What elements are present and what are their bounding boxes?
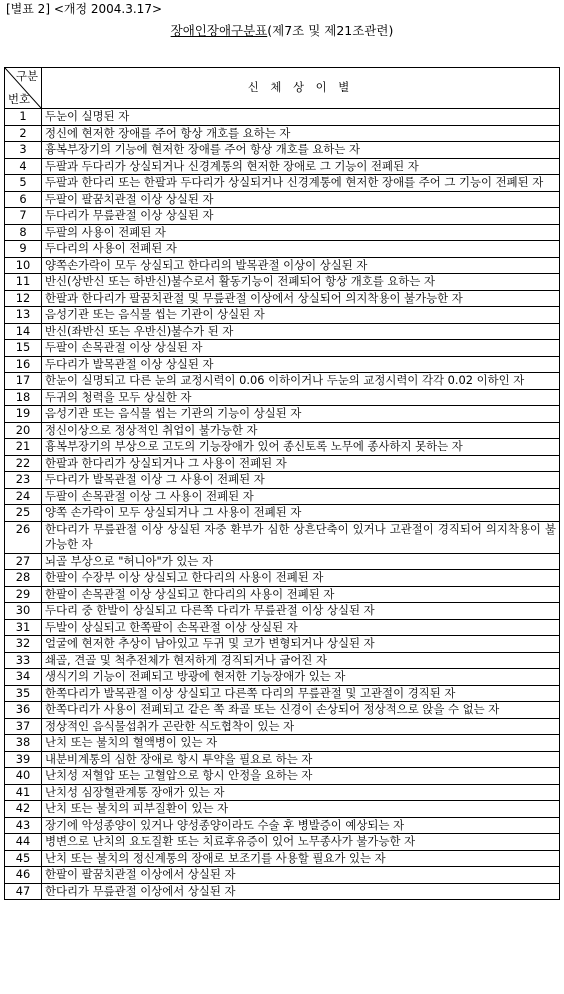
table-row: [5, 422, 560, 439]
row-description: 한쪽다리가 사용이 전폐되고 같은 쪽 좌골 또는 신경이 손상되어 정상적으로 앉을 수 없는 자: [42, 702, 560, 719]
row-description: 쇄골, 견골 및 척추전체가 현저하게 경직되거나 굽어진 자: [42, 652, 560, 669]
table-row: [5, 208, 560, 225]
row-number: 37: [5, 718, 42, 735]
row-description: 한팔과 한다리가 팔꿈치관절 및 무릎관절 이상에서 상실되어 의지착용이 불가능한 자: [42, 290, 560, 307]
table-row: [5, 109, 560, 126]
row-number: 9: [5, 241, 42, 258]
row-number: 21: [5, 439, 42, 456]
row-description: 한다리가 무릎관절 이상에서 상실된 자: [42, 883, 560, 900]
table-row: [5, 850, 560, 867]
row-number: 46: [5, 867, 42, 884]
row-description: 반신(좌반신 또는 우반신)불수가 된 자: [42, 323, 560, 340]
row-number: 35: [5, 685, 42, 702]
table-row: [5, 257, 560, 274]
table-row: [5, 373, 560, 390]
table-row: [5, 669, 560, 686]
row-number: 12: [5, 290, 42, 307]
row-description: 두팔이 손목관절 이상 상실된 자: [42, 340, 560, 357]
row-number: 18: [5, 389, 42, 406]
row-number: 8: [5, 224, 42, 241]
table-row: [5, 768, 560, 785]
row-number: 32: [5, 636, 42, 653]
table-row: [5, 175, 560, 192]
table-row: [5, 323, 560, 340]
row-description: 두팔이 손목관절 이상 그 사용이 전폐된 자: [42, 488, 560, 505]
table-row: [5, 505, 560, 522]
row-number: 44: [5, 834, 42, 851]
row-number: 27: [5, 553, 42, 570]
row-description: 정신에 현저한 장애를 주어 항상 개호를 요하는 자: [42, 125, 560, 142]
table-row: [5, 867, 560, 884]
table-row: [5, 455, 560, 472]
table-row: [5, 142, 560, 159]
row-description: 두다리 중 한발이 상실되고 다른쪽 다리가 무릎관절 이상 상실된 자: [42, 603, 560, 620]
row-number: 36: [5, 702, 42, 719]
corner-header-cell: [5, 68, 42, 109]
title-suffix: (제7조 및 제21조관련): [267, 23, 394, 38]
table-row: [5, 125, 560, 142]
row-number: 4: [5, 158, 42, 175]
table-row: [5, 191, 560, 208]
title-main: 장애인장애구분표: [170, 23, 268, 38]
table-row: [5, 685, 560, 702]
row-description: 두다리가 발목관절 이상 그 사용이 전폐된 자: [42, 472, 560, 489]
row-description: 한팔이 수장부 이상 상실되고 한다리의 사용이 전폐된 자: [42, 570, 560, 587]
table-row: [5, 801, 560, 818]
table-row: [5, 718, 560, 735]
row-number: 31: [5, 619, 42, 636]
document-header: [6, 2, 162, 16]
table-row: [5, 224, 560, 241]
row-description: 흉복부장기의 기능에 현저한 장애를 주어 항상 개호를 요하는 자: [42, 142, 560, 159]
row-description: 난치 또는 불치의 혈액병이 있는 자: [42, 735, 560, 752]
row-number: 29: [5, 586, 42, 603]
table-row: [5, 340, 560, 357]
row-description: 두팔이 팔꿈치관절 이상 상실된 자: [42, 191, 560, 208]
row-number: 45: [5, 850, 42, 867]
row-description: 두다리가 무릎관절 이상 상실된 자: [42, 208, 560, 225]
table-row: [5, 241, 560, 258]
table-row: [5, 274, 560, 291]
disability-classification-table: [4, 67, 560, 900]
row-description: 흉복부장기의 부상으로 고도의 기능장애가 있어 종신토록 노무에 종사하지 못하는 자: [42, 439, 560, 456]
row-description: 난치 또는 불치의 피부질환이 있는 자: [42, 801, 560, 818]
table-row: [5, 472, 560, 489]
table-row: [5, 702, 560, 719]
row-description: 한다리가 무릎관절 이상 상실된 자중 환부가 심한 상흔단축이 있거나 고관절이 경직되어 의지착용이 불가능한 자: [42, 521, 560, 553]
row-number: 14: [5, 323, 42, 340]
row-description: 정신이상으로 정상적인 취업이 불가능한 자: [42, 422, 560, 439]
row-number: 26: [5, 521, 42, 553]
table-row: [5, 307, 560, 324]
row-number: 1: [5, 109, 42, 126]
row-description: 양쪽 손가락이 모두 상실되거나 그 사용이 전폐된 자: [42, 505, 560, 522]
row-number: 38: [5, 735, 42, 752]
row-number: 30: [5, 603, 42, 620]
table-row: [5, 521, 560, 553]
table-row: [5, 406, 560, 423]
table-row: [5, 356, 560, 373]
row-number: 11: [5, 274, 42, 291]
row-number: 28: [5, 570, 42, 587]
row-number: 23: [5, 472, 42, 489]
row-description: 양쪽손가락이 모두 상실되고 한다리의 발목관절 이상이 상실된 자: [42, 257, 560, 274]
row-number: 22: [5, 455, 42, 472]
row-number: 3: [5, 142, 42, 159]
row-description: 생식기의 기능이 전폐되고 방광에 현저한 기능장애가 있는 자: [42, 669, 560, 686]
row-number: 20: [5, 422, 42, 439]
row-number: 34: [5, 669, 42, 686]
row-description: 두발이 상실되고 한쪽팔이 손목관절 이상 상실된 자: [42, 619, 560, 636]
table-row: [5, 290, 560, 307]
row-description: 반신(상반신 또는 하반신)불수로서 활동기능이 전폐되어 항상 개호를 요하는 자: [42, 274, 560, 291]
row-number: 33: [5, 652, 42, 669]
row-description: 한팔과 한다리가 상실되거나 그 사용이 전폐된 자: [42, 455, 560, 472]
row-number: 5: [5, 175, 42, 192]
row-number: 39: [5, 751, 42, 768]
column-header: 신 체 상 이 별: [42, 68, 560, 109]
table-row: [5, 488, 560, 505]
row-number: 40: [5, 768, 42, 785]
row-number: 41: [5, 784, 42, 801]
row-description: 병변으로 난치의 요도질환 또는 치료후유증이 있어 노무종사가 불가능한 자: [42, 834, 560, 851]
row-description: 두다리의 사용이 전폐된 자: [42, 241, 560, 258]
row-description: 한쪽다리가 발목관절 이상 상실되고 다른쪽 다리의 무릎관절 및 고관절이 경직된 자: [42, 685, 560, 702]
table-row: [5, 751, 560, 768]
table-row: [5, 636, 560, 653]
row-description: 두귀의 청력을 모두 상실한 자: [42, 389, 560, 406]
table-row: [5, 784, 560, 801]
revision-note: <개정 2004.3.17>: [53, 2, 163, 16]
row-description: 두팔의 사용이 전폐된 자: [42, 224, 560, 241]
table-row: [5, 735, 560, 752]
table-header-row: [5, 68, 560, 109]
table-row: [5, 619, 560, 636]
table-row: [5, 652, 560, 669]
table-row: [5, 586, 560, 603]
row-description: 한팔이 팔꿈치관절 이상에서 상실된 자: [42, 867, 560, 884]
row-description: 두다리가 발목관절 이상 상실된 자: [42, 356, 560, 373]
row-number: 15: [5, 340, 42, 357]
row-number: 43: [5, 817, 42, 834]
row-description: 한눈이 실명되고 다른 눈의 교정시력이 0.06 이하이거나 두눈의 교정시력이 각각 0.02 이하인 자: [42, 373, 560, 390]
row-number: 7: [5, 208, 42, 225]
row-description: 뇌골 부상으로 "허니아"가 있는 자: [42, 553, 560, 570]
row-number: 19: [5, 406, 42, 423]
table-row: [5, 439, 560, 456]
table-row: [5, 158, 560, 175]
row-number: 42: [5, 801, 42, 818]
table-row: [5, 570, 560, 587]
row-description: 정상적인 음식물섭취가 곤란한 식도협착이 있는 자: [42, 718, 560, 735]
row-number: 47: [5, 883, 42, 900]
appendix-label: [별표 2]: [6, 2, 50, 16]
row-number: 6: [5, 191, 42, 208]
row-description: 난치 또는 불치의 정신계통의 장애로 보조기를 사용할 필요가 있는 자: [42, 850, 560, 867]
row-description: 두팔과 두다리가 상실되거나 신경계통의 현저한 장애로 그 기능이 전폐된 자: [42, 158, 560, 175]
table-row: [5, 553, 560, 570]
table-row: [5, 389, 560, 406]
row-description: 두팔과 한다리 또는 한팔과 두다리가 상실되거나 신경계통에 현저한 장애를 주어 그 기능이 전폐된 자: [42, 175, 560, 192]
row-description: 두눈이 실명된 자: [42, 109, 560, 126]
row-description: 장기에 악성종양이 있거나 양성종양이라도 수술 후 병발증이 예상되는 자: [42, 817, 560, 834]
corner-top-label: 구분: [15, 69, 38, 83]
row-number: 13: [5, 307, 42, 324]
row-description: 내분비계통의 심한 장애로 항시 투약을 필요로 하는 자: [42, 751, 560, 768]
row-number: 10: [5, 257, 42, 274]
row-description: 난치성 심장혈관계통 장애가 있는 자: [42, 784, 560, 801]
row-description: 난치성 저혈압 또는 고혈압으로 항시 안정을 요하는 자: [42, 768, 560, 785]
corner-bottom-label: 번호: [8, 92, 31, 106]
row-description: 음성기관 또는 음식물 씹는 기관의 기능이 상실된 자: [42, 406, 560, 423]
row-number: 24: [5, 488, 42, 505]
table-row: [5, 834, 560, 851]
row-number: 17: [5, 373, 42, 390]
row-description: 한팔이 손목관절 이상 상실되고 한다리의 사용이 전폐된 자: [42, 586, 560, 603]
page-title: [0, 23, 564, 38]
row-description: 음성기관 또는 음식물 씹는 기관이 상실된 자: [42, 307, 560, 324]
table-row: [5, 883, 560, 900]
row-number: 2: [5, 125, 42, 142]
table-row: [5, 817, 560, 834]
row-number: 16: [5, 356, 42, 373]
row-description: 얼굴에 현저한 추상이 남아있고 두귀 및 코가 변형되거나 상실된 자: [42, 636, 560, 653]
table-row: [5, 603, 560, 620]
row-number: 25: [5, 505, 42, 522]
